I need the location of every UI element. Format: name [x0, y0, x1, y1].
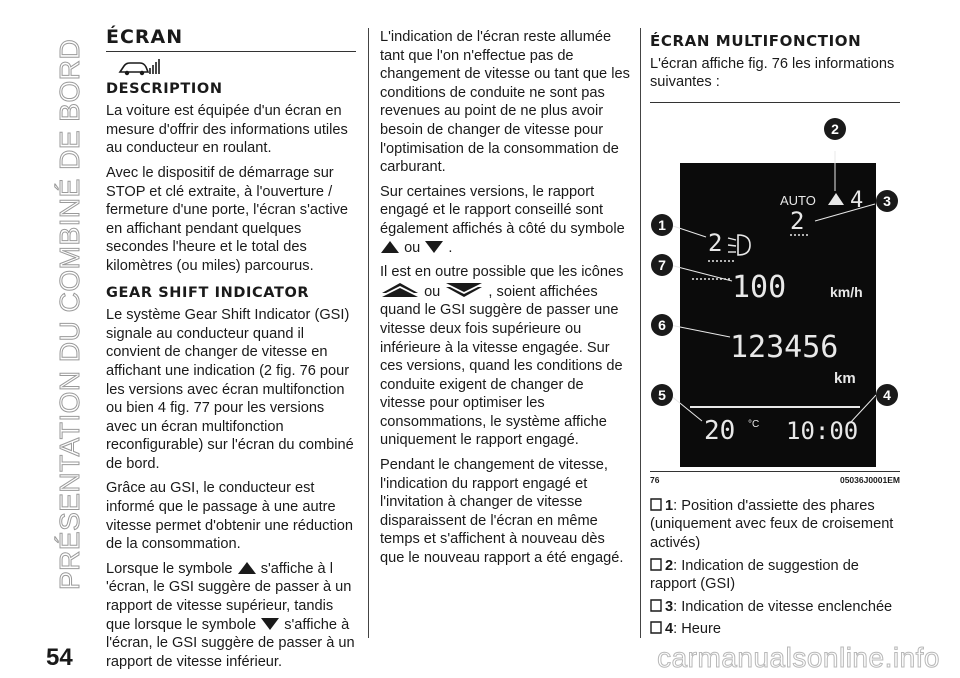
paragraph: Avec le dispositif de démarrage sur STOP et clé extraite, à l'ouverture / fermeture d'une porte, l'écran s'active en affichant pendant quelques secondes l'heure et le total des kilomètres (ou miles) parcourus. — [106, 164, 348, 274]
display-diagram — [650, 111, 900, 467]
triangle-down-icon — [424, 240, 444, 254]
auto-label: AUTO — [780, 192, 816, 208]
engaged-gear: 2 — [790, 206, 805, 235]
legend-item-1: 1: Position d'assiette des phares (uniquement avec feux de croisement activés) — [650, 497, 894, 551]
callout-6 — [651, 314, 673, 336]
legend-item-2: 2: Indication de suggestion de rapport (GSI) — [650, 557, 859, 593]
column-3 — [650, 28, 900, 643]
figure-number: 76 — [650, 474, 660, 485]
car-signal-icon — [118, 58, 162, 76]
headlight-level: 2 — [708, 228, 723, 257]
divider — [650, 102, 900, 103]
callout-4 — [876, 384, 898, 406]
clock-value: 10:00 — [786, 416, 859, 445]
legend-list — [650, 497, 900, 639]
column-divider — [640, 28, 641, 638]
watermark: carmanualsonline.info — [657, 642, 940, 673]
page-number: 54 — [46, 644, 73, 671]
svg-text:6: 6 — [658, 316, 666, 333]
legend-item-4: 4: Heure — [650, 620, 900, 639]
speed-unit: km/h — [830, 283, 863, 300]
odometer-value: 123456 — [730, 329, 839, 365]
figure-76-display — [650, 111, 900, 467]
double-chevron-up-icon — [380, 282, 420, 298]
legend-item-3: 3: Indication de vitesse enclenchée — [650, 598, 900, 617]
subheading-description: DESCRIPTION — [106, 80, 223, 97]
figure-caption — [650, 471, 900, 485]
side-chapter-title-text: PRÉSENTATION DU COMBINÉ DE BORD — [54, 38, 85, 590]
svg-text:4: 4 — [883, 386, 891, 403]
figure-code: 05036J0001EM — [839, 474, 900, 485]
odometer-unit: km — [834, 369, 856, 387]
paragraph: L'indication de l'écran reste allumée tant que l'on n'effectue pas de changement de vitesse ou tant que les conditions de conduite ne sont pas revenues au point de ne plus avoir besoin de changer de vitesse pour l'optimisation de la consommation de carburant. — [380, 29, 630, 176]
bookmark-icon — [650, 498, 662, 511]
paragraph: Le système Gear Shift Indicator (GSI) signale au conducteur quand il convient de changer de vitesse en affichant une indication (2 fig. 76 pour les versions avec écran multifonction ou bien 4 fig. 77 pour les versions avec un écran multifonction reconfigurable) sur l'écran du combiné de bord. — [106, 307, 354, 472]
svg-text:3: 3 — [883, 192, 891, 209]
svg-text:5: 5 — [658, 386, 666, 403]
bookmark-icon — [650, 599, 662, 612]
section-heading-ecran: ÉCRAN — [106, 28, 356, 52]
subheading-gsi: GEAR SHIFT INDICATOR — [106, 284, 310, 301]
svg-text:2: 2 — [831, 120, 839, 137]
section-heading-multifonction: ÉCRAN MULTIFONCTION — [650, 32, 862, 50]
column-divider — [368, 28, 369, 638]
temperature-value: 20 — [704, 415, 736, 446]
side-chapter-title — [52, 30, 92, 590]
paragraph-gsi-symbols: Lorsque le symbole s'affiche à l 'écran, le GSI suggère de passer à un rapport de vitesse supérieur, tandis que lorsque le symbole s'affiche à l'écran, le GSI suggère de passer à un rapport de vitesse inférieur. — [106, 560, 355, 670]
paragraph: Pendant le changement de vitesse, l'indication du rapport engagé et l'invitation à changer de vitesse disparaissent de l'écran en même temps et s'affichent à nouveau dès que le nouveau rapport a été engagé. — [380, 457, 624, 567]
bookmark-icon — [650, 621, 662, 634]
temperature-unit: °C — [748, 418, 760, 430]
speed-value: 100 — [732, 269, 787, 305]
paragraph-intro: L'écran affiche fig. 76 les informations suivantes : — [650, 55, 895, 91]
paragraph: La voiture est équipée d'un écran en mesure d'offrir des informations utiles au conducteur en roulant. — [106, 103, 348, 157]
callout-1 — [651, 214, 673, 236]
callout-3 — [876, 190, 898, 212]
callout-7 — [651, 254, 673, 276]
paragraph-gear-symbols: Sur certaines versions, le rapport engagé et le rapport conseillé sont également affichés à côté du symbole ou . — [380, 183, 625, 256]
double-chevron-down-icon — [444, 282, 484, 298]
paragraph-double-symbols: Il est en outre possible que les icônes ou , soient affichées quand le GSI suggère de passer une vitesse deux fois supérieure ou inférieure à la vitesse engagée. Sur ces versions, quand les conditions de conduite exigent de changer de vitesse pour optimiser les consommations, le système affiche uniquement le rapport engagé. — [380, 264, 624, 449]
triangle-up-icon — [237, 561, 257, 575]
bookmark-icon — [650, 558, 662, 571]
triangle-down-icon — [260, 617, 280, 631]
callout-5 — [651, 384, 673, 406]
paragraph: Grâce au GSI, le conducteur est informé que le passage à une autre vitesse permet d'obtenir une réduction de la consommation. — [106, 480, 353, 553]
svg-text:7: 7 — [658, 256, 666, 273]
column-2 — [380, 28, 632, 574]
svg-text:1: 1 — [658, 216, 666, 233]
column-1 — [106, 28, 356, 677]
callout-2 — [824, 118, 846, 140]
suggested-gear: 4 — [850, 187, 864, 213]
triangle-up-icon — [380, 240, 400, 254]
